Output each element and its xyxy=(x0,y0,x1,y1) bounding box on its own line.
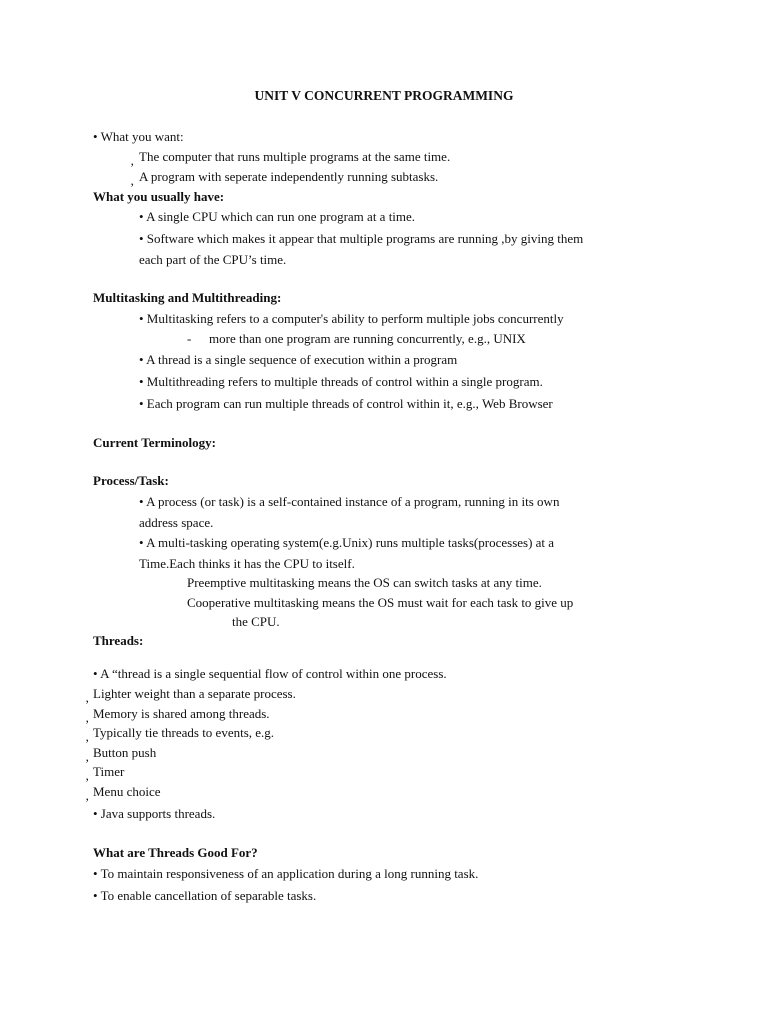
list-item: Timer xyxy=(93,764,125,779)
list-marker: ‚ xyxy=(85,729,90,744)
bullet-item: • To maintain responsiveness of an application during a long running task. xyxy=(93,866,479,881)
cooperative-line-continuation: the CPU. xyxy=(232,614,280,629)
bullet-continuation: each part of the CPU’s time. xyxy=(139,252,287,267)
page-title: UNIT V CONCURRENT PROGRAMMING xyxy=(254,88,514,103)
list-item: The computer that runs multiple programs at the same time. xyxy=(139,149,451,164)
list-marker: ‚ xyxy=(85,749,90,764)
bullet-item: • A “thread is a single sequential flow of control within one process. xyxy=(93,666,447,681)
section-heading-process: Process/Task: xyxy=(93,473,169,488)
list-marker: ‚ xyxy=(85,710,90,725)
bullet-item: • A multi-tasking operating system(e.g.Unix) runs multiple tasks(processes) at a xyxy=(139,535,555,550)
dash-marker: - xyxy=(187,331,192,346)
bullet-item: • Java supports threads. xyxy=(93,806,216,821)
list-marker: ‚ xyxy=(130,153,135,168)
list-item: Memory is shared among threads. xyxy=(93,706,270,721)
bullet-item: • Multithreading refers to multiple threads of control within a single program. xyxy=(139,374,543,389)
section-heading-usually: What you usually have: xyxy=(93,189,225,204)
what-you-want-bullet: • What you want: xyxy=(93,129,184,144)
section-heading-good-for: What are Threads Good For? xyxy=(93,845,258,860)
bullet-continuation: address space. xyxy=(139,515,214,530)
bullet-item: • Software which makes it appear that multiple programs are running ,by giving them xyxy=(139,231,584,246)
bullet-item: • A thread is a single sequence of execution within a program xyxy=(139,352,458,367)
list-item: Lighter weight than a separate process. xyxy=(93,686,296,701)
bullet-item: • Multitasking refers to a computer's ability to perform multiple jobs concurrently xyxy=(139,311,564,326)
section-heading-terminology: Current Terminology: xyxy=(93,435,216,450)
bullet-item: • A single CPU which can run one program at a time. xyxy=(139,209,416,224)
section-heading-multitasking: Multitasking and Multithreading: xyxy=(93,290,282,305)
list-marker: ‚ xyxy=(85,690,90,705)
list-item: Typically tie threads to events, e.g. xyxy=(93,725,275,740)
preemptive-line: Preemptive multitasking means the OS can switch tasks at any time. xyxy=(187,575,542,590)
cooperative-line: Cooperative multitasking means the OS must wait for each task to give up xyxy=(187,595,574,610)
list-item: Button push xyxy=(93,745,157,760)
bullet-continuation: Time.Each thinks it has the CPU to itself. xyxy=(139,556,355,571)
section-heading-threads: Threads: xyxy=(93,633,144,648)
bullet-item: • A process (or task) is a self-contained instance of a program, running in its own xyxy=(139,494,560,509)
list-marker: ‚ xyxy=(85,788,90,803)
list-marker: ‚ xyxy=(130,173,135,188)
list-item: Menu choice xyxy=(93,784,161,799)
sub-item: more than one program are running concurrently, e.g., UNIX xyxy=(209,331,526,346)
list-marker: ‚ xyxy=(85,768,90,783)
bullet-item: • Each program can run multiple threads of control within it, e.g., Web Browser xyxy=(139,396,553,411)
list-item: A program with seperate independently running subtasks. xyxy=(139,169,439,184)
bullet-item: • To enable cancellation of separable tasks. xyxy=(93,888,317,903)
